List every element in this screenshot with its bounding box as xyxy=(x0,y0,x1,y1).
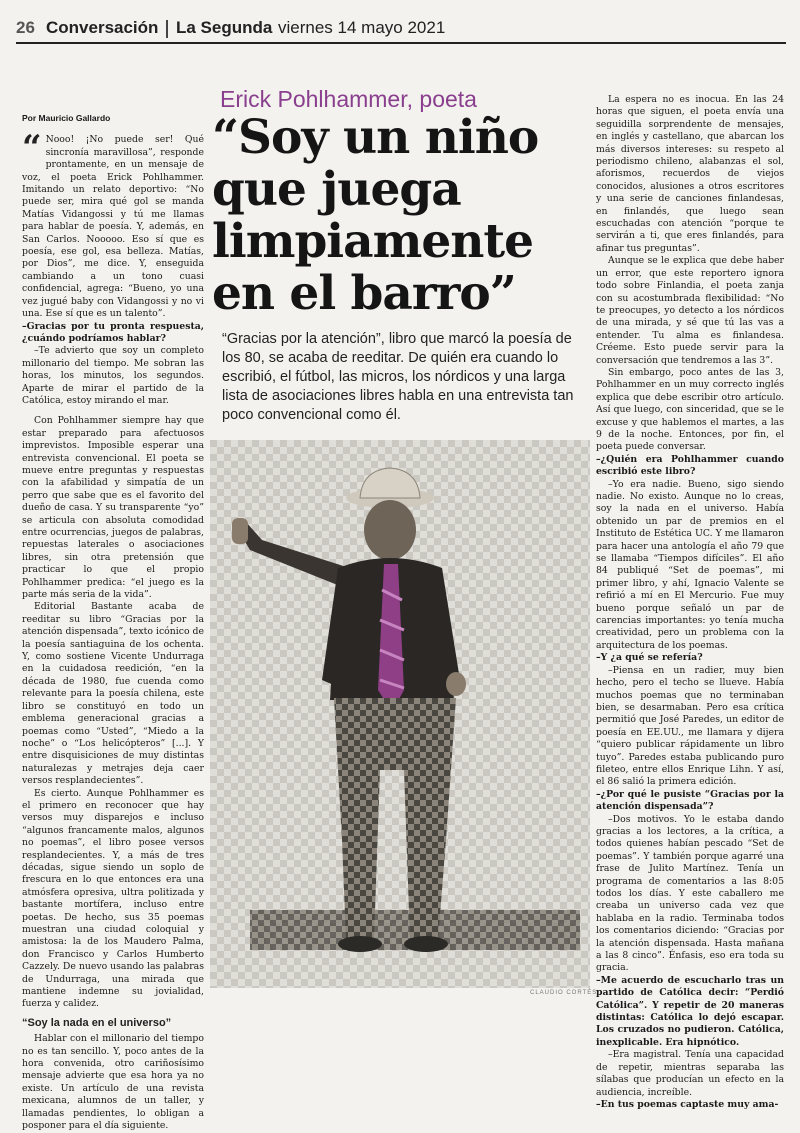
question: –Gracias por tu pronta respuesta, ¿cuándo podríamos hablar? xyxy=(22,320,204,344)
photo-credit: CLAUDIO CORTÉS xyxy=(530,990,598,996)
open-quote-icon: “ xyxy=(22,128,42,169)
headline-line: “Soy un niño xyxy=(212,110,539,165)
page-header xyxy=(16,14,786,44)
paragraph: Hablar con el millonario del tiempo no es tan sencillo. Y, poco antes de la hora convenida, otro cariñosísimo mensaje advierte que esa hora ya no existe. Un artículo de una revista mexicana, alumnos de un taller, y llamadas pendientes, lo obligan a posponer para el día siguiente. xyxy=(22,1033,204,1132)
answer: –Te advierto que soy un completo millonario del tiempo. Me sobran las horas, los minutos, los segundos. Aparte de mirar el partido de la Católica, estoy mirando el mar. xyxy=(22,345,204,406)
paragraph: Es cierto. Aunque Pohlhammer es el primero en reconocer que hay versos muy disparejos e incluso “algunos francamente malos, algunos no poemas”, el libro posee versos resplandecientes. Y, a más de tres décadas, sigue siendo un soplo de frescura en lo que entonces era una atmósfera opresiva, ultra politizada y bastante mortífera, incluso entre poetas. De hecho, sus 35 poemas muestran una ciudad coloquial y amistosa: la de los Maudero Palma, don Francisco y Carlos Humberto Cazzely. De nuevo usando las palabras de Undurraga, una mirada que mantiene indemne su jovialidad, fuerza y calidez. xyxy=(22,787,204,1010)
newspaper-name: La Segunda xyxy=(176,18,273,37)
paragraph: Editorial Bastante acaba de reeditar su libro “Gracias por la atención dispensada”, texto icónico de la poesía santiaguina de los ochenta. Y, como sostiene Vicente Undurraga en la cuidadosa reedición, “en la década de 1980, fue cuenda como relevante para la poesía chilena, este libro se constituyó en todo un emblema generacional gracias a poemas como “Usted”, “Miedo a la noche” o “Los helicópteros” [...]. Y entre disquisiciones de muy distintas naturalezas y metrajes deja caer versos resplandecientes”. xyxy=(22,601,204,787)
paragraph: Nooo! ¡No puede ser! Qué sincronía maravillosa”, responde prontamente, en un mensaje de voz, el poeta Erick Pohlhammer. Imitando un relato deportivo: “No puede ser, mira qué gol se manda Matías Vidangossi y tú me llamas para hablar de poesía. Y, además, en San Carlos. Nooooo. Eso sí que es poesía, ese gol, esa belleza. Matías, por Dios”, me dice. Y, enseguida cambiando a un tono cuasi confidencial, agrega: “Bueno, yo una vez jugué baby con Vidangossi y no vi una. Ese sí que es un talento”. xyxy=(22,134,204,320)
question: –Y ¿a qué se refería? xyxy=(596,652,703,664)
page-number: 26 xyxy=(16,18,35,37)
subheading: “Soy la nada en el universo” xyxy=(22,1016,172,1029)
section-name: Conversación xyxy=(46,18,159,37)
byline: Por Mauricio Gallardo xyxy=(22,113,111,123)
headline-line: que juega xyxy=(212,162,461,217)
deck-summary: “Gracias por la atención”, libro que marcó la poesía de los 80, se acaba de reeditar. De quién era cuando lo escribió, el fútbol, las micros, los nórdicos y una larga lista de asociaciones libres habla en una entrevista tan poco convencional como él. xyxy=(222,331,574,423)
paragraph: Sin embargo, poco antes de las 3, Pohlhammer en un muy correcto inglés explica que debe escribir otro artículo. Así que luego, con sinceridad, que se le excuse y que hablemos el martes, a las 9 de la noche. Entonces, por fin, el poeta puede conversar. xyxy=(596,366,784,453)
headline xyxy=(212,112,592,320)
paragraph: Con Pohlhammer siempre hay que estar preparado para afectuosos imprevistos. Imposible esperar una entrevista convencional. El poeta se mueve entre preguntas y respuestas con la afabilidad y simpatía de un perro que sabe que es el favorito del dueño de casa. Y su transparente “yo” se articula con absoluta comodidad entre ocurrencias, juegos de palabras, repuestas laterales o asociaciones libres, sin otra pretensión que practicar lo que el propio Pohlhammer predica: “el juego es la parte más seria de la vida”. xyxy=(22,415,204,601)
answer: –Yo era nadie. Bueno, sigo siendo nadie. No existo. Aunque no lo creas, soy la nada en el universo. Había obtenido un par de premios en el Instituto de Estética UC. Y me llamaron para hacer una antología el año 79 que se llamaba “Tiempos difíciles”. El año 84 publiqué “Set de poemas”, mi primer libro, y ahí, Ignacio Valente se refirió a mí en El Mercurio. Fue muy bueno porque señaló un par de carencias importantes: yo tenía mucha creatividad, pero un problema con la arquitectura de los poemas. xyxy=(596,478,784,651)
article-right-column xyxy=(596,94,784,1110)
paragraph: La espera no es inocua. En las 24 horas que siguen, el poeta envía una seguidilla sorprendente de mensajes, en inglés y castellano, que abarcan los más diversos intereses: su respeto al periodismo chileno, alabanzas el sol, aforismos, recuerdos de viejos conocidos, alusiones a otros escritores y una serie de canciones finlandesas, en finlandés, que luego sean escuchadas con atención “porque te servirán a ti, que eres finlandés, para afinar tus preguntas”. xyxy=(596,94,784,254)
header-divider xyxy=(166,20,168,38)
paragraph: Aunque se le explica que debe haber un error, que este reportero ignora todo sobre Finlandia, el poeta zanja con su acostumbrada flexibilidad: “No te preocupes, yo detecto a los nórdicos de una mirada, y sé que tú las vas a entender. Tu alma es finlandesa. Créeme. Esto puede servir para la conversación que tendremos a las 3”. xyxy=(596,255,784,366)
question: –¿Por qué le pusiste “Gracias por la atención dispensada”? xyxy=(596,788,784,813)
question: –¿Quién era Pohlhammer cuando escribió este libro? xyxy=(596,453,784,478)
question: –Me acuerdo de escucharlo tras un partido de Católica decir: “Perdió Católica”. Y repetir de 20 maneras distintas: Católica lo dejó escapar. Los cruzados no pudieron. Católica, inexplicable. Era hipnótico. xyxy=(596,974,784,1048)
portrait-photo xyxy=(210,440,590,988)
answer: –Era magistral. Tenía una capacidad de repetir, mientras separaba las sílabas que producían un efecto en la audiencia, increíble. xyxy=(596,1049,784,1098)
headline-line: en el barro” xyxy=(212,266,516,321)
answer: –Piensa en un radier, muy bien hecho, pero el techo se llueve. Había muchos poemas que no terminaban bien, se desarmaban. Pero esa crítica permitió que José Paredes, un editor de poesía en EE.UU., me llamara y dijera “quiero publicar rápidamente un libro tuyo”. Paredes estaba publicando puro fileteo, entre ellos Enrique Lihn. Y así, el 86 salió la primera edición. xyxy=(596,664,784,788)
issue-date: viernes 14 mayo 2021 xyxy=(278,18,446,37)
kicker: Erick Pohlhammer, poeta xyxy=(220,86,477,112)
article-left-column xyxy=(22,112,204,1132)
question: –En tus poemas captaste muy ama- xyxy=(596,1098,779,1110)
answer: –Dos motivos. Yo le estaba dando gracias a los lectores, a la crítica, a todos quienes habían pescado “Set de poemas”. Y también porque agarré una frase de Julito Martínez. Tenía un programa de comentarios a las 8:05 todos los días. Y este caballero me creaba un universo cada vez que hablaba en la radio. Terminaba todos los comentarios diciendo: “Gracias por la atención dispensada. Hasta mañana a las 8 cinco”. Énfasis, eso era toda su gracia. xyxy=(596,813,784,974)
headline-line: limpiamente xyxy=(212,214,534,269)
